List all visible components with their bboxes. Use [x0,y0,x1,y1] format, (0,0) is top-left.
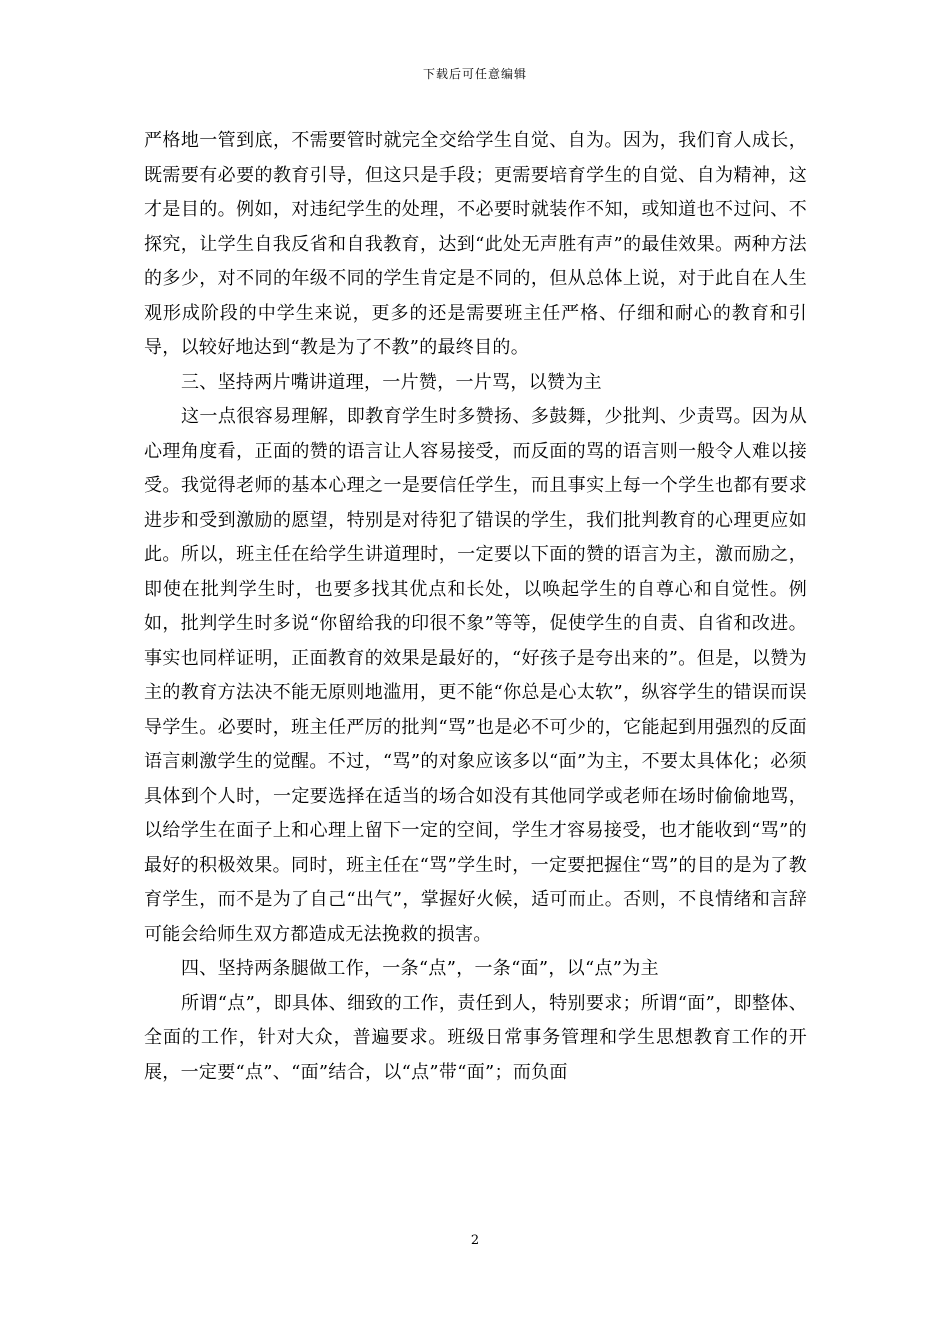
page-header: 下载后可任意编辑 [422,67,527,81]
section-heading-four: 四、坚持两条腿做工作，一条“点”，一条“面”，以“点”为主 [181,958,659,979]
paragraph-praise-criticism: 这一点很容易理解，即教育学生时多赞扬、多鼓舞，少批判、少责骂。因为从心理角度看，正面的赞的语言让人容易接受，而反面的骂的语言则一般令人难以接受。我觉得老师的基本心理之一是要信任学生，而且事实上每一个学生也都有要求进步和受到激励的愿望，特别是对待犯了错误的学生，我们批判教育的心理更应如此。所以，班主任在给学生讲道理时，一定要以下面的赞的语言为主，激而励之，即使在批判学生时，也要多找其优点和长处，以唤起学生的自尊心和自觉性。例如，批判学生时多说“你留给我的印很不象”等等，促使学生的自责、自省和改进。事实也同样证明，正面教育的效果是最好的，“好孩子是夸出来的”。但是，以赞为主的教育方法决不能无原则地滥用，更不能“你总是心太软”，纵容学生的错误而误导学生。必要时，班主任严厉的批判“骂”也是必不可少的，它能起到用强烈的反面语言刺激学生的觉醒。不过，“骂”的对象应该多以“面”为主，不要太具体化；必须具体到个人时，一定要选择在适当的场合如没有其他同学或老师在场时偷偷地骂，以给学生在面子上和心理上留下一定的空间，学生才容易接受，也才能收到“骂”的最好的积极效果。同时，班主任在“骂”学生时，一定要把握住“骂”的目的是为了教育学生，而不是为了自己“出气”，掌握好火候，适可而止。否则，不良情绪和言辞可能会给师生双方都造成无法挽救的损害。 [144,406,807,945]
paragraph-continuation: 严格地一管到底，不需要管时就完全交给学生自觉、自为。因为，我们育人成长，既需要有必要的教育引导，但这只是手段；更需要培育学生的自觉、自为精神，这才是目的。例如，对违纪学生的处理，不必要时就装作不知，或知道也不过问、不探究，让学生自我反省和自我教育，达到“此处无声胜有声”的最佳效果。两种方法的多少，对不同的年级不同的学生肯定是不同的，但从总体上说，对于此自在人生观形成阶段的中学生来说，更多的还是需要班主任严格、仔细和耐心的教育和引导，以较好地达到“教是为了不教”的最终目的。 [144,130,807,358]
document-body [144,124,807,1090]
section-heading-three: 三、坚持两片嘴讲道理，一片赞，一片骂，以赞为主 [181,371,602,393]
page-number: 2 [470,1233,480,1248]
paragraph-point-surface: 所谓“点”，即具体、细致的工作，责任到人，特别要求；所谓“面”，即整体、全面的工作，针对大众，普遍要求。班级日常事务管理和学生思想教育工作的开展，一定要“点”、“面”结合，以“点”带“面”；而负面 [144,992,807,1083]
